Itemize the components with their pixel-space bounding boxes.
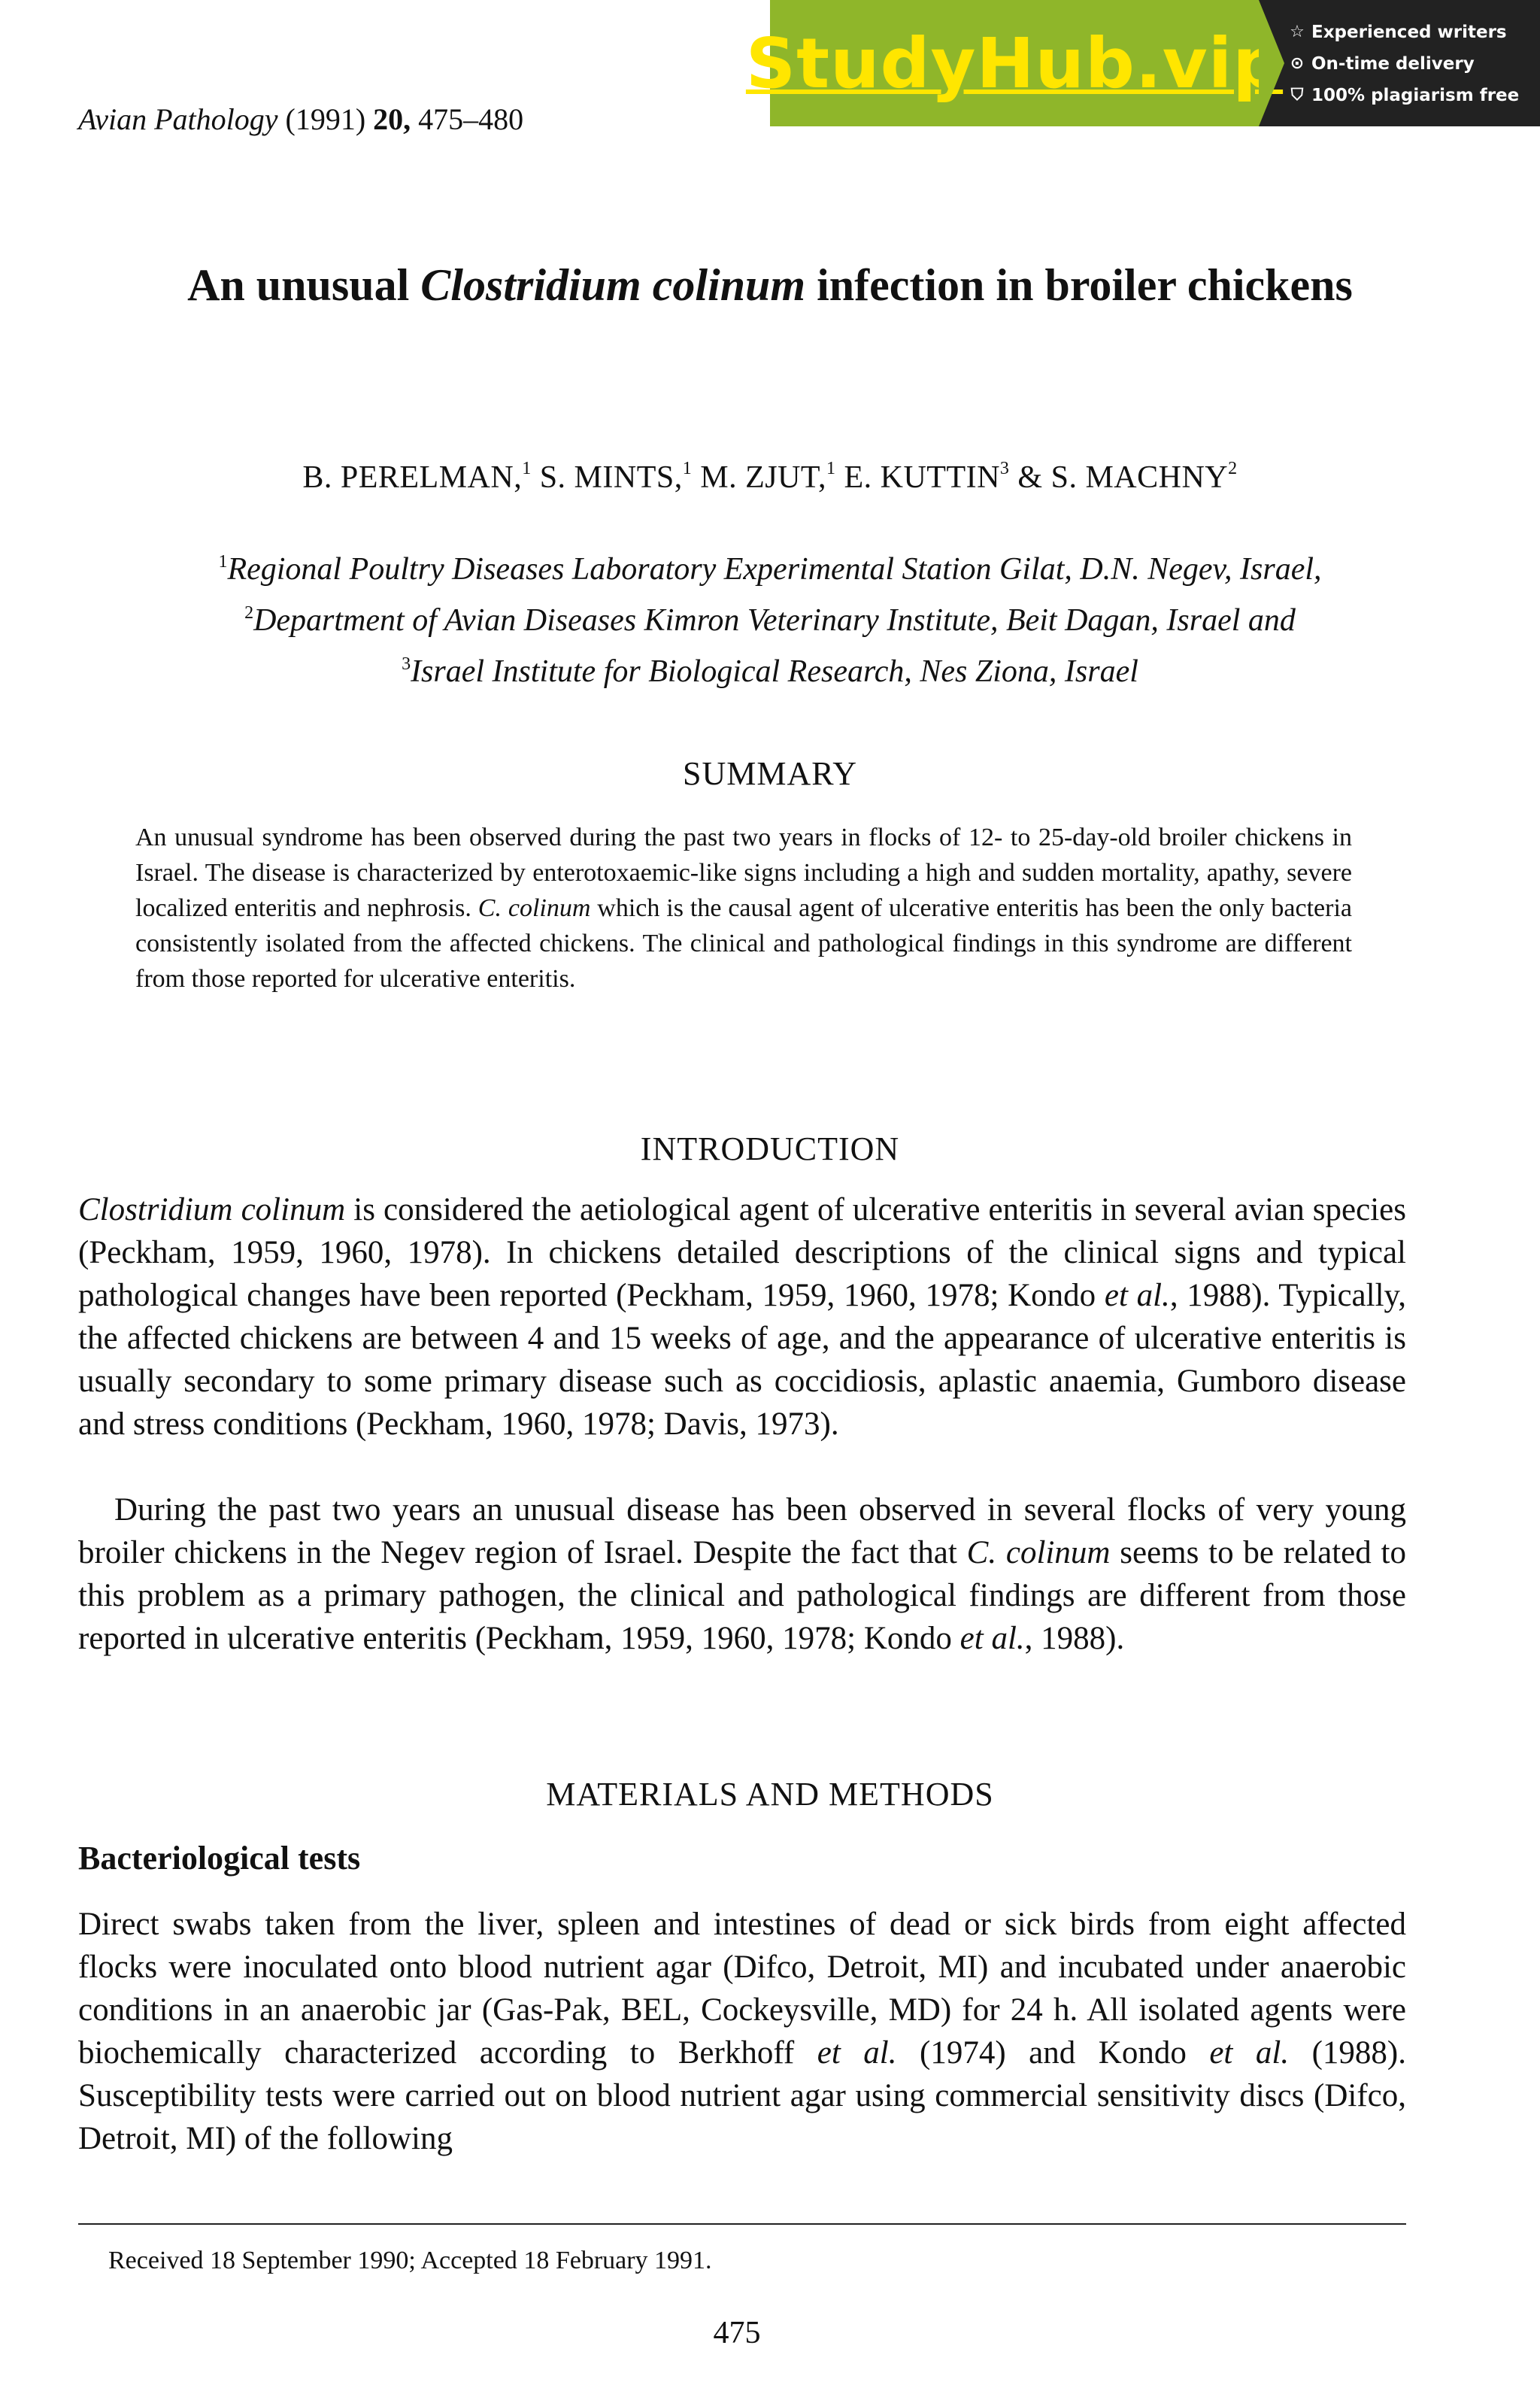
journal-volume: 20, <box>373 102 411 136</box>
title-species: Clostridium colinum <box>420 260 806 310</box>
title-text: An unusual <box>187 260 421 310</box>
affiliation: $^1$Regional Poultry Diseases Laboratory Experimental Station Gilat, D.N. Negev, Israel, <box>218 552 1322 587</box>
clock-icon: ⊙ <box>1290 54 1305 73</box>
shield-icon: ⛉ <box>1290 86 1304 105</box>
author: & S. MACHNY$^2$ <box>1017 459 1238 495</box>
journal-pages: 475–480 <box>418 102 524 136</box>
ad-banner[interactable] <box>745 0 1540 126</box>
paper-title <box>75 256 1465 314</box>
journal-name: Avian Pathology <box>78 102 278 136</box>
logo-text: StudyHub.vip <box>745 23 1284 104</box>
affiliation: $^3$Israel Institute for Biological Research, Nes Ziona, Israel <box>402 654 1138 689</box>
banner-arrow-shape <box>1259 0 1284 126</box>
author-list <box>75 459 1465 496</box>
introduction-heading: INTRODUCTION <box>640 1130 900 1167</box>
star-icon: ☆ <box>1290 23 1305 41</box>
introduction-paragraph-2: During the past two years an unusual disease has been observed in several flocks of very young broiler chickens in the Negev region of Israel. Despite the fact that C. colinum seems to be related to this problem as a primary pathogen, the clinical and pathological findings are different from those reported in ulcerative enteritis (Peckham, 1959, 1960, 1978; Kondo et al., 1988). <box>78 1492 1407 1656</box>
author: B. PERELMAN,$^1$ <box>302 459 532 495</box>
author: M. ZJUT,$^1$ <box>700 459 836 495</box>
introduction-paragraph-1: Clostridium colinum is considered the aetiological agent of ulcerative enteritis in several avian species (Peckham, 1959, 1960, 1978). In chickens detailed descriptions of the clinical signs and typical pathological changes have been reported (Peckham, 1959, 1960, 1978; Kondo et al., 1988). Typically, the affected chickens are between 4 and 15 weeks of age, and the appearance of ulcerative enteritis is usually secondary to some primary disease such as coccidiosis, aplastic anaemia, Gumboro disease and stress conditions (Peckham, 1960, 1978; Davis, 1973). <box>78 1192 1406 1442</box>
journal-year: (1991) <box>285 102 366 136</box>
feature-label: Experienced writers <box>1311 23 1507 42</box>
affiliation: $^2$Department of Avian Diseases Kimron Veterinary Institute, Beit Dagan, Israel and <box>244 603 1296 638</box>
journal-reference <box>78 102 523 137</box>
banner-features <box>1289 17 1537 111</box>
title-text: infection in broiler chickens <box>805 260 1353 310</box>
footnote-divider <box>78 2223 1406 2225</box>
methods-paragraph-1: Direct swabs taken from the liver, spleen and intestines of dead or sick birds from eight affected flocks were inoculated onto blood nutrient agar (Difco, Detroit, MI) and incubated under anaerobic conditions in an anaerobic jar (Gas-Pak, BEL, Cockeysville, MD) for 24 h. All isolated agents were biochemically characterized according to Berkhoff et al. (1974) and Kondo et al. (1988). Susceptibility tests were carried out on blood nutrient agar using commercial sensitivity discs (Difco, Detroit, MI) of the following <box>78 1907 1407 2156</box>
summary-paragraph: An unusual syndrome has been observed during the past two years in flocks of 12- to 25-day-old broiler chickens in Israel. The disease is characterized by enterotoxaemic-like signs including a high and sudden mortality, apathy, severe localized enteritis and nephrosis. C. colinum which is the causal agent of ulcerative enteritis has been the only bacteria consistently isolated from the affected chickens. The clinical and pathological findings in this syndrome are different from those reported for ulcerative enteritis. <box>135 824 1352 993</box>
received-footnote: Received 18 September 1990; Accepted 18 February 1991. <box>108 2247 712 2274</box>
feature-plagiarism-free <box>1289 80 1537 111</box>
author: E. KUTTIN$^3$ <box>844 459 1010 495</box>
feature-label: On-time delivery <box>1311 54 1475 74</box>
methods-heading: MATERIALS AND METHODS <box>546 1776 994 1813</box>
studyhub-logo[interactable] <box>745 0 1284 126</box>
feature-experienced-writers <box>1289 17 1537 48</box>
page-number: 475 <box>713 2316 761 2350</box>
feature-on-time-delivery <box>1289 48 1537 80</box>
feature-label: 100% plagiarism free <box>1311 86 1520 105</box>
author: S. MINTS,$^1$ <box>539 459 693 495</box>
affiliations <box>75 540 1465 693</box>
summary-heading: SUMMARY <box>683 755 857 792</box>
bacteriological-tests-heading: Bacteriological tests <box>78 1840 361 1877</box>
